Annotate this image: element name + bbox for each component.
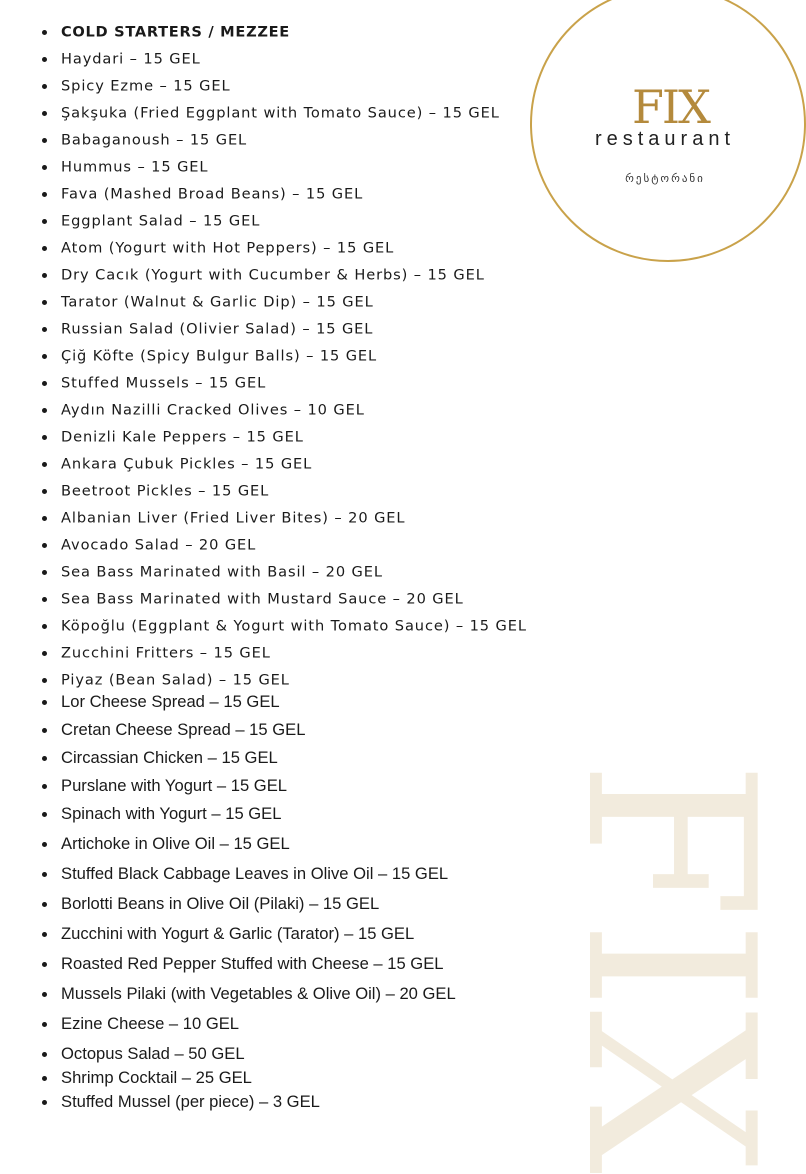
fix-watermark [535,760,802,1174]
logo-wordmark: restaurant [594,128,736,150]
logo-georgian-text: რესტორანი [625,172,705,185]
watermark-text: FIX [535,760,802,1174]
logo-mark: FIX [632,80,709,134]
